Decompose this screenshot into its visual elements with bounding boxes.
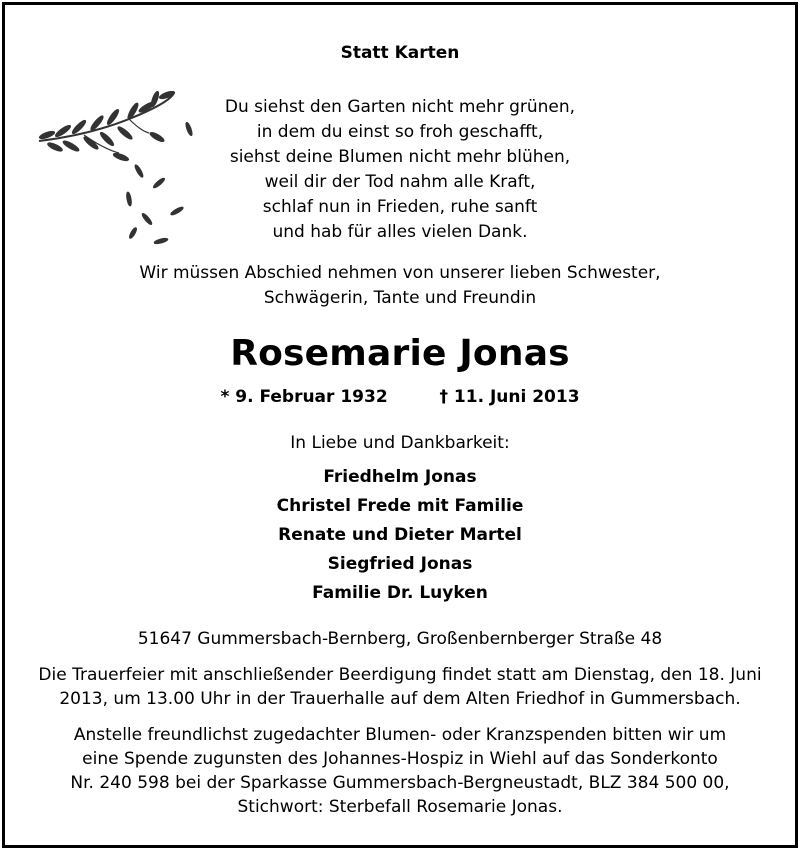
poem-line: und hab für alles vielen Dank. [272,222,528,242]
service-line: Die Trauerfeier mit anschließender Beerdigung findet statt am Dienstag, den 18. Juni [38,665,762,685]
mourner-name: Christel Frede mit Familie [276,496,524,516]
service-line: 2013, um 13.00 Uhr in der Trauerhalle auf dem Alten Friedhof in Gummersbach. [59,689,741,709]
farewell-line: Wir müssen Abschied nehmen von unserer lieben Schwester, [139,263,661,283]
poem-line: schlaf nun in Frieden, ruhe sanft [262,197,538,217]
poem-line: in dem du einst so froh geschafft, [256,122,544,142]
donation-line: eine Spende zugunsten des Johannes-Hospiz in Wiehl auf das Sonderkonto [82,749,718,769]
poem-line: siehst deine Blumen nicht mehr blühen, [229,147,571,167]
donation-line: Nr. 240 598 bei der Sparkasse Gummersbach-Bergneustadt, BLZ 384 500 00, [70,773,730,793]
mourner-name: Familie Dr. Luyken [312,583,488,603]
farewell-line: Schwägerin, Tante und Freundin [263,288,537,308]
deceased-name: Rosemarie Jonas [230,333,570,374]
heading: Statt Karten [340,43,460,63]
gratitude-line: In Liebe und Dankbarkeit: [290,433,510,453]
life-dates [5,387,795,407]
poem-line: Du siehst den Garten nicht mehr grünen, [224,97,576,117]
death-date: † 11. Juni 2013 [439,387,580,407]
donation-line: Anstelle freundlichst zugedachter Blumen- oder Kranzspenden bitten wir um [73,725,727,745]
mourner-name: Friedhelm Jonas [323,467,477,487]
mourner-name: Siegfried Jonas [327,554,473,574]
donation-line: Stichwort: Sterbefall Rosemarie Jonas. [237,797,563,817]
obituary-notice [2,2,798,848]
mourner-name: Renate und Dieter Martel [278,525,522,545]
address: 51647 Gummersbach-Bernberg, Großenbernberger Straße 48 [137,629,663,649]
birth-date: * 9. Februar 1932 [220,387,388,407]
poem-line: weil dir der Tod nahm alle Kraft, [264,172,536,192]
